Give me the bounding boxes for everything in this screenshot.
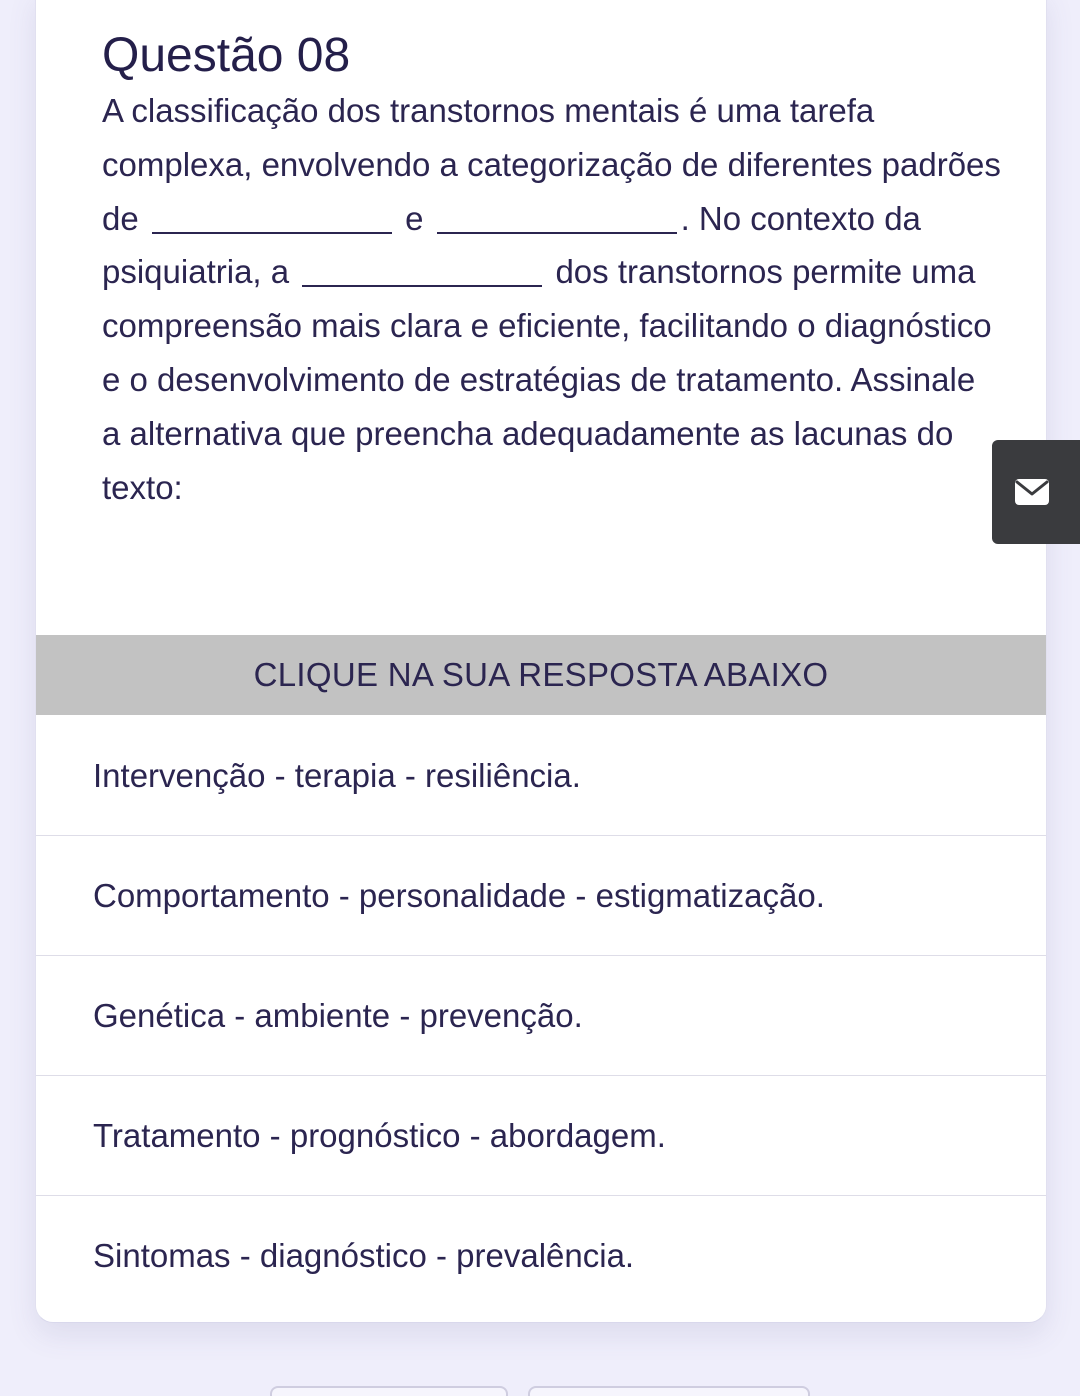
answers-header: CLIQUE NA SUA RESPOSTA ABAIXO (36, 635, 1046, 715)
question-text (102, 84, 1002, 514)
blank-1 (152, 202, 392, 234)
question-title: Questão 08 (102, 29, 351, 82)
answer-option-4[interactable]: Tratamento - prognóstico - abordagem. (36, 1076, 1046, 1196)
question-card (35, 0, 1047, 1323)
bottom-tab-right[interactable] (528, 1386, 810, 1396)
answer-option-1[interactable]: Intervenção - terapia - resiliência. (36, 716, 1046, 836)
blank-3 (302, 255, 542, 287)
question-text-part-2: e (405, 199, 424, 237)
bottom-tab-left[interactable] (270, 1386, 508, 1396)
answer-option-5[interactable]: Sintomas - diagnóstico - prevalência. (36, 1196, 1046, 1316)
question-text-part-4: dos transtornos permite uma compreensão mais clara e eficiente, facilitando o diagnóstico e o desenvolvimento de estratégias de tratamento. Assinale a alternativa que preencha adequadamente as lacunas do texto: (102, 253, 992, 506)
bottom-navigation-edge (0, 1386, 1080, 1392)
answer-options-list (36, 716, 1046, 1316)
envelope-icon (1014, 478, 1050, 506)
answer-option-2[interactable]: Comportamento - personalidade - estigmatização. (36, 836, 1046, 956)
contact-mail-button[interactable] (992, 440, 1080, 544)
question-text-part-1: A classificação dos transtornos mentais é uma tarefa complexa, envolvendo a categorização de diferentes padrões de (102, 92, 1001, 237)
blank-2 (437, 202, 677, 234)
answer-option-3[interactable]: Genética - ambiente - prevenção. (36, 956, 1046, 1076)
question-text-part-3: . No contexto da psiquiatria, a (102, 199, 921, 291)
